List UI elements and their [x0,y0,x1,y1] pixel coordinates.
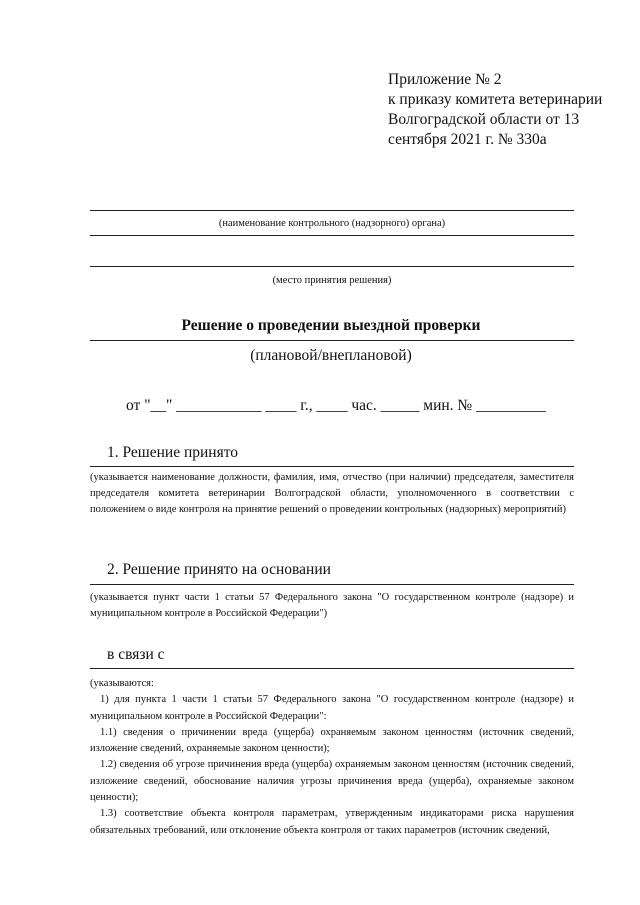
list-item: 1.1) сведения о причинении вреда (ущерба) охраняемым законом ценностям (источник сведений, изложение сведений, охраняемые законом ценности); [90,726,574,755]
list-item: 1.2) сведения об угрозе причинения вреда (ущерба) охраняемым законом ценностям (источник сведений, изложение сведений, обоснование наличия угрозы причинения вреда (ущерба), охраняемые законом ценности); [90,759,574,804]
section-1-heading: 1. Решение принято [107,444,239,461]
in-connection-heading: в связи с [107,646,165,663]
authority-blank-line-2[interactable] [90,235,574,236]
authority-blank-line[interactable] [90,210,574,211]
appendix-line-2: к приказу комитета ветеринарии [388,91,603,108]
title-underline [90,340,574,341]
document-subtitle: (плановой/внеплановой) [250,347,412,364]
appendix-line-4: сентября 2021 г. № 330а [388,131,547,148]
date-number-line[interactable]: от "__" ___________ ____ г., ____ час. _____ мин. № _________ [126,397,546,414]
list-item: 1) для пункта 1 части 1 статьи 57 Федерального закона "О государственном контроле (надзоре) и муниципальном контроле в Российской Федерации": [90,694,574,722]
appendix-line-1: Приложение № 2 [388,71,502,88]
in-connection-blank-line[interactable] [90,668,574,669]
list-item: (указываются: [90,678,154,689]
place-hint: (место принятия решения) [272,275,392,286]
document-title: Решение о проведении выездной проверки [181,317,481,334]
list-item: 1.3) соответствие объекта контроля параметрам, утвержденным индикаторами риска нарушения обязательных требований, или отклонение объекта контроля от таких параметров (источник сведений, [90,808,574,836]
section-2-hint: (указывается пункт части 1 статьи 57 Федерального закона "О государственном контроле (надзоре) и муниципальном контроле в Российской Федерации") [90,592,574,619]
place-blank-line[interactable] [90,266,574,267]
appendix-reference [388,70,608,150]
section-1-blank-line[interactable] [90,466,574,467]
section-2-blank-line[interactable] [90,584,574,585]
section-2-heading: 2. Решение принято на основании [107,561,331,578]
in-connection-list [90,676,574,839]
appendix-line-3: Волгоградской области от 13 [388,111,580,128]
section-1-hint: (указывается наименование должности, фамилия, имя, отчество (при наличии) председателя, заместителя председателя комитета ветеринарии Волгоградской области, уполномоченного в соответствии с положением о виде контроля на принятие решений о проведении контрольных (надзорных) мероприятий) [90,472,574,515]
authority-hint: (наименование контрольного (надзорного) органа) [218,218,446,229]
